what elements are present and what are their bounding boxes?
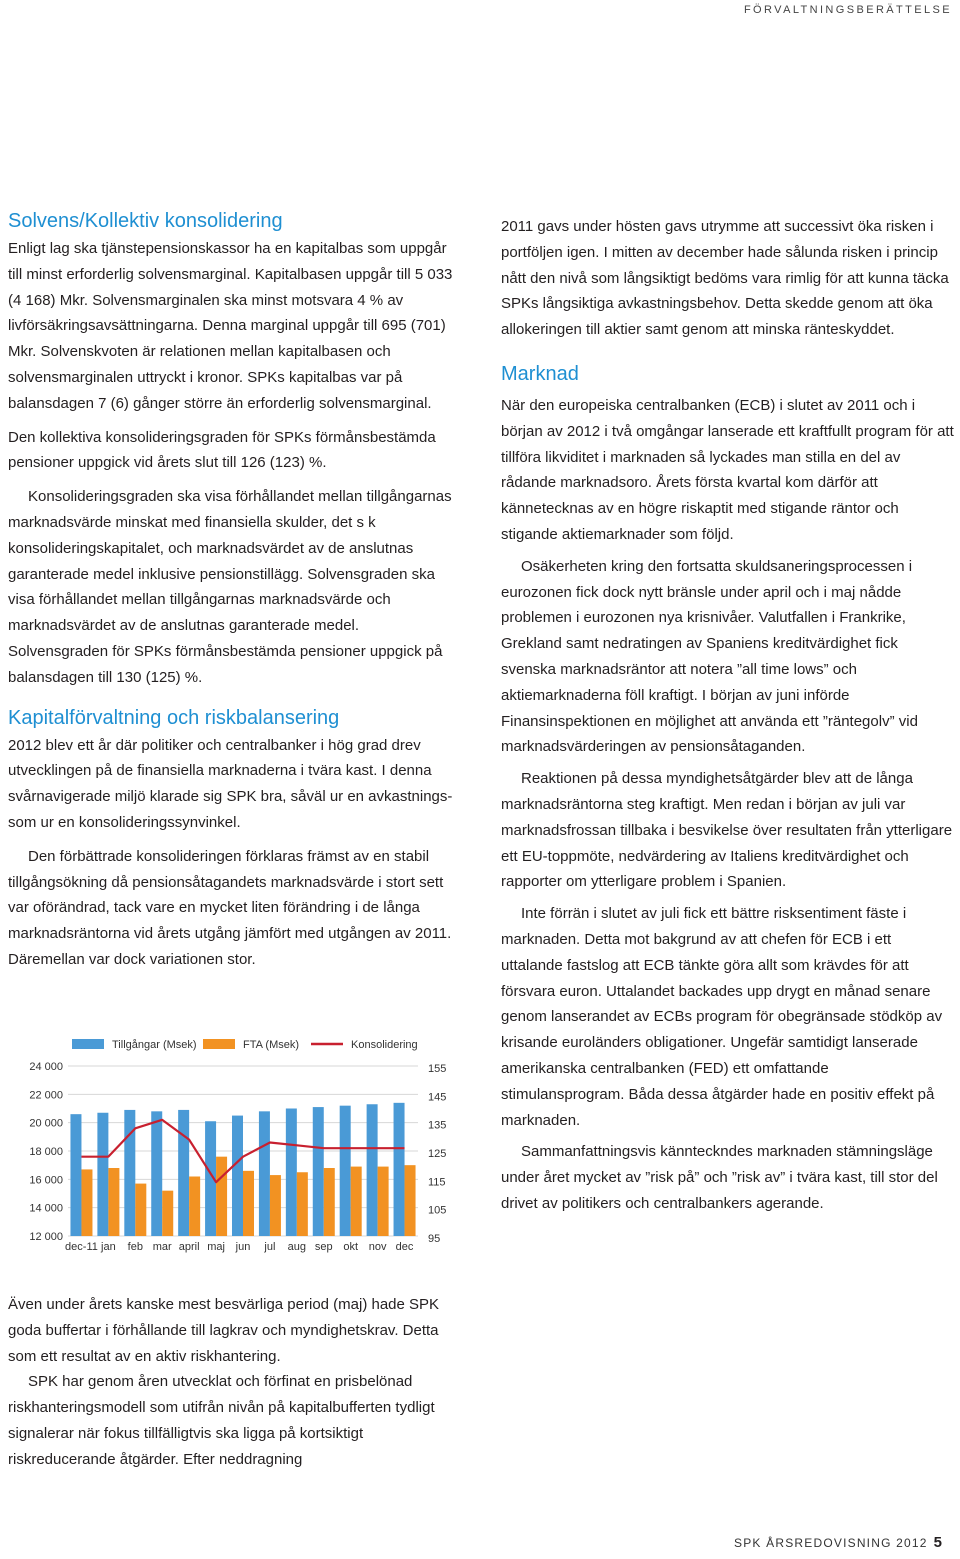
y-left-tick-label: 16 000 xyxy=(29,1174,63,1187)
bar-fta xyxy=(351,1167,362,1236)
paragraph: Reaktionen på dessa myndighetsåtgärder blev att de långa marknadsräntorna steg kraftigt. Men redan i början av juli var marknadsfrossan tillbaka i besvikelse över resultaten från ytterligare ett EU-toppmöte, nedvärdering av Italiens kreditvärdighet och rapporter om ytterligare problem i Spanien. xyxy=(501,770,953,891)
bar-tillgangar xyxy=(394,1103,405,1236)
heading-marknad: Marknad xyxy=(501,362,579,385)
y-left-tick-label: 20 000 xyxy=(29,1117,63,1130)
left-column xyxy=(8,206,463,973)
paragraph: Inte förrän i slutet av juli fick ett bättre risksentiment fäste i marknaden. Detta mot bakgrund av att chefen för ECB i ett uttalande fastslog att ECB tänkte göra allt som krävdes för att försvara euron. Uttalandet backades upp drygt en månad senare genom lanserandet av ECBs program för obegränsade stödköp av krisande euroländers obligationer. Ungefär samtidigt lanserade amerikanska centralbanken (FED) ett omfattande stimulansprogram. Båda dessa åtgärder hade en positiv effekt på marknaden. xyxy=(501,905,943,1129)
y-right-tick-label: 125 xyxy=(428,1148,447,1160)
bar-fta xyxy=(81,1169,92,1236)
x-tick-label: dec xyxy=(395,1241,414,1253)
paragraph: Konsolideringsgraden ska visa förhållandet mellan tillgångarnas marknadsvärde minskat med finansiella skulder, det s k konsolideringskapitalet, och marknadsvärdet av de anslutnas garanterade medel inklusive pensionstillägg. Solvensgraden ska visa förhållandet mellan tillgångarnas marknadsvärde och marknadsvärdet av de anslutnas garanterade medel. Solvensgraden för SPKs förmånsbestämda pensioner uppgick på balansdagen till 130 (125) %. xyxy=(8,488,452,686)
bar-fta xyxy=(135,1184,146,1236)
bar-fta xyxy=(216,1157,227,1236)
bar-tillgangar xyxy=(367,1104,378,1236)
y-right-tick-label: 135 xyxy=(428,1119,447,1132)
bar-fta xyxy=(162,1191,173,1236)
bar-fta xyxy=(189,1177,200,1237)
x-tick-label: nov xyxy=(368,1241,387,1253)
x-tick-label: april xyxy=(178,1241,200,1253)
y-right-tick-label: 155 xyxy=(428,1063,447,1075)
x-tick-label: aug xyxy=(287,1241,307,1253)
paragraph: Sammanfattningsvis kännteckndes marknaden stämningsläge under året mycket av ”risk på” och ”risk av” i tvära kast, till stor del drivet av politikers och centralbankers agerande. xyxy=(501,1143,938,1212)
x-tick-label: okt xyxy=(343,1241,359,1253)
y-left-tick-label: 18 000 xyxy=(29,1146,63,1158)
paragraph: Enligt lag ska tjänstepensionskassor ha en kapitalbas som uppgår till minst erforderlig solvensmarginal. Kapitalbasen uppgår till 5 033 (4 168) Mkr. Solvensmarginalen ska minst motsvara 4 % av livförsäkringsavsättningarna. Denna marginal uppgår till 695 (701) Mkr. Solvenskvoten är relationen mellan kapitalbasen och solvensmarginalen uttryckt i kronor. SPKs kapitalbas var på balansdagen 7 (6) gånger större än erforderlig solvensmarginal. xyxy=(8,240,453,412)
bar-tillgangar xyxy=(259,1111,270,1236)
paragraph: 2011 gavs under hösten gavs utrymme att successivt öka risken i portföljen igen. I mitten av december hade sålunda risken i princip nått den nivå som långsiktigt bedöms vara rimlig för att kunna täcka SPKs långsiktiga avkastningsbehov. Detta skedde genom att öka allokeringen till aktier samt genom att minska ränteskyddet. xyxy=(501,218,949,339)
x-tick-label: jul xyxy=(264,1241,276,1253)
paragraph: Den kollektiva konsolideringsgraden för SPKs förmånsbestämda pensioner uppgick vid årets slut till 126 (123) %. xyxy=(8,428,436,472)
x-tick-label: jun xyxy=(235,1241,251,1253)
bar-fta xyxy=(243,1171,254,1236)
y-right-tick-label: 105 xyxy=(428,1204,447,1217)
bar-tillgangar xyxy=(70,1114,81,1236)
bar-fta xyxy=(378,1167,389,1236)
paragraph: Den förbättrade konsolideringen förklaras främst av en stabil tillgångsökning då pensionsåtagandets marknadsvärde i stort sett var oförändrad, tack vare en mycket liten förändring i de långa marknadsräntorna vid årets utgång jämfört med utgången av 2011. Däremellan var dock variationen stor. xyxy=(8,847,452,968)
legend-label: FTA (Msek) xyxy=(243,1039,300,1051)
legend-bar-swatch xyxy=(203,1039,235,1049)
konsolidering-chart xyxy=(0,1026,480,1256)
x-tick-label: feb xyxy=(127,1241,143,1253)
legend-bar-swatch xyxy=(72,1039,104,1049)
x-tick-label: maj xyxy=(207,1241,225,1253)
page-number: 5 xyxy=(933,1534,942,1551)
paragraph: När den europeiska centralbanken (ECB) i slutet av 2011 och i början av 2012 i två omgångar lanserade ett kraftfullt program för att tillföra likviditet i marknaden så lyckades man stilla en del av rådande marknadsoro. Årets första kvartal kom därför att kännetecknas av en högre riskaptit med stigande räntor och stigande aktiemarknader som följd. xyxy=(501,396,954,543)
bar-tillgangar xyxy=(232,1116,243,1236)
bar-tillgangar xyxy=(286,1109,297,1237)
heading-solvens: Solvens/Kollektiv konsolidering xyxy=(8,210,283,232)
x-tick-label: jan xyxy=(101,1241,116,1253)
y-right-tick-label: 115 xyxy=(428,1176,446,1189)
y-left-tick-label: 22 000 xyxy=(29,1089,63,1102)
left-continued xyxy=(8,1292,468,1473)
bar-fta xyxy=(405,1165,416,1236)
bar-tillgangar xyxy=(313,1107,324,1236)
y-right-tick-label: 95 xyxy=(428,1233,441,1245)
y-left-tick-label: 24 000 xyxy=(29,1061,63,1073)
x-tick-label: mar xyxy=(152,1241,172,1253)
paragraph: SPK har genom åren utvecklat och förfinat en prisbelönad riskhanteringsmodell som utifrån nivån på kapitalbufferten tydligt signalerar när fokus tillfälligtvis ska ligga på kortsiktigt riskreducerande åtgärder. Efter neddragning xyxy=(8,1373,435,1468)
heading-kapitalforvaltning: Kapitalförvaltning och riskbalansering xyxy=(8,706,340,729)
x-tick-label: sep xyxy=(314,1241,333,1253)
bar-tillgangar xyxy=(340,1106,351,1236)
section-header: FÖRVALTNINGSBERÄTTELSE xyxy=(743,4,952,16)
bar-fta xyxy=(108,1168,119,1236)
legend-label: Tillgångar (Msek) xyxy=(112,1039,197,1051)
paragraph: 2012 blev ett år där politiker och centralbanker i hög grad drev utvecklingen på de finansiella marknaderna i tvära kast. I denna svårnavigerade miljö klarade sig SPK bra, såväl ur en avkastnings- som ur en konsolideringssynvinkel. xyxy=(8,736,453,831)
footer-label: SPK ÅRSREDOVISNING 2012 xyxy=(733,1536,928,1550)
y-left-tick-label: 14 000 xyxy=(29,1202,63,1215)
y-right-tick-label: 145 xyxy=(428,1091,447,1104)
bar-tillgangar xyxy=(151,1111,162,1236)
page-footer xyxy=(734,1534,942,1551)
right-column xyxy=(501,214,956,1217)
bar-fta xyxy=(297,1172,308,1236)
legend-label: Konsolidering xyxy=(351,1039,418,1051)
bar-fta xyxy=(324,1168,335,1236)
x-tick-label: dec-11 xyxy=(65,1241,98,1253)
bar-tillgangar xyxy=(178,1110,189,1236)
bar-fta xyxy=(270,1175,281,1236)
paragraph: Även under årets kanske mest besvärliga period (maj) hade SPK goda buffertar i förhållande till lagkrav och myndighetskrav. Detta som ett resultat av en aktiv riskhantering. xyxy=(8,1296,440,1365)
y-left-tick-label: 12 000 xyxy=(29,1231,63,1243)
chart-svg xyxy=(0,1026,480,1256)
bar-tillgangar xyxy=(97,1113,108,1236)
paragraph: Osäkerheten kring den fortsatta skuldsaneringsprocessen i eurozonen fick dock nytt bränsle under april och i maj nådde problemen i eurozonen nya krisnivåer. Valutfallen i Frankrike, Grekland samt nedratingen av Spaniens kreditvärdighet fick svenska marknadsräntor att notera ”all time lows” och aktiemarknaderna föll kraftigt. I början av juni införde Finansinspektionen en möjlighet att använda ett ”räntegolv” vid marknadsvärderingen av pensionsåtaganden. xyxy=(501,557,918,756)
